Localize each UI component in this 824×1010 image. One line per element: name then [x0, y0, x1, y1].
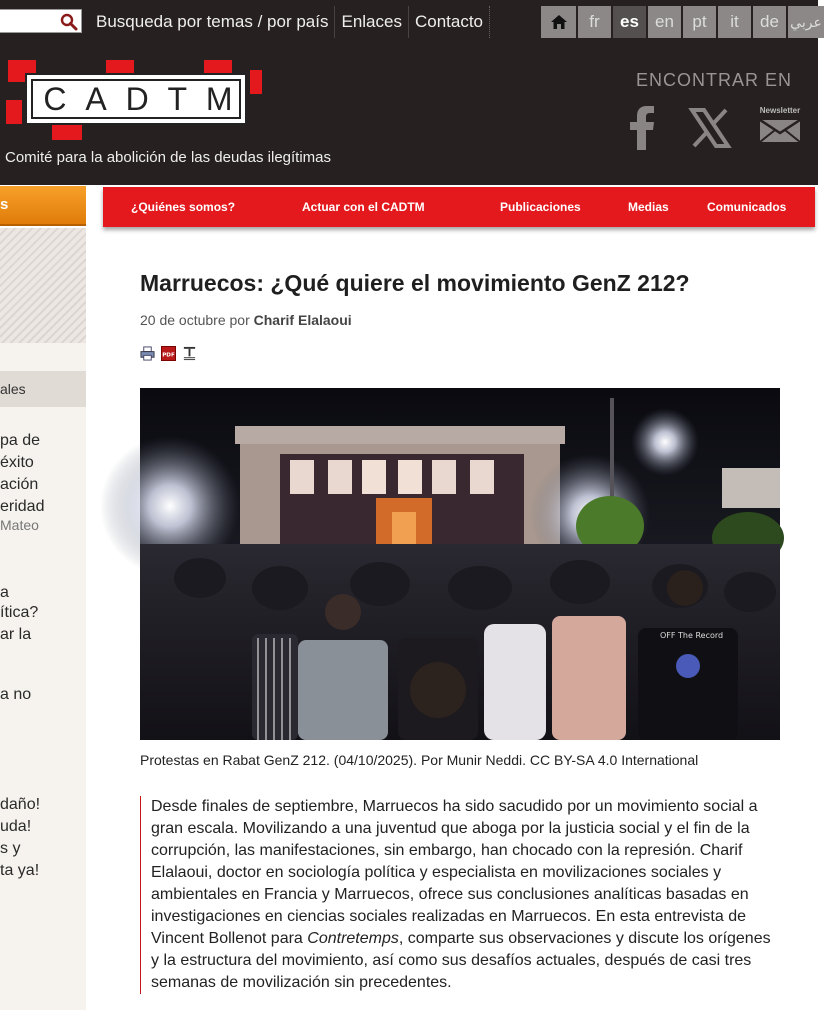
logo-letter: A	[85, 80, 107, 117]
top-nav	[90, 6, 490, 38]
sidebar-link-text[interactable]: ta ya!	[0, 862, 40, 879]
article-photo	[140, 388, 780, 740]
logo-letter: T	[167, 80, 188, 117]
lang-it[interactable]: it	[718, 6, 751, 38]
sidebar-link-text[interactable]: eridad	[0, 498, 45, 515]
nav-press-releases[interactable]: Comunicados	[707, 200, 787, 214]
article-title: Marruecos: ¿Qué quiere el movimiento GenZ 212?	[140, 270, 690, 296]
print-icon[interactable]	[140, 346, 155, 361]
logo-letter: M	[205, 80, 233, 117]
sidebar-link-text[interactable]: ítica?	[0, 604, 39, 621]
topnav-search-by-topic[interactable]: Busqueda por temas / por país	[90, 6, 335, 38]
publication-name[interactable]: Contretemps	[307, 930, 399, 947]
nav-act-with-cadtm[interactable]: Actuar con el CADTM	[302, 200, 425, 214]
left-sidebar	[0, 228, 86, 1010]
article-tools	[140, 346, 197, 361]
sidebar-link-text[interactable]: a no	[0, 686, 32, 703]
pdf-label: PDF	[162, 352, 175, 359]
cadtm-logo[interactable]	[6, 60, 262, 140]
search-input[interactable]	[0, 9, 82, 33]
lang-fr[interactable]: fr	[578, 6, 611, 38]
topnav-contact[interactable]: Contacto	[409, 6, 490, 38]
sidebar-author: Mateo	[0, 517, 39, 533]
article-intro-text	[151, 796, 781, 994]
lang-es[interactable]: es	[613, 6, 646, 38]
photo-caption: Protestas en Rabat GenZ 212. (04/10/2025). Por Munir Neddi. CC BY-SA 4.0 International	[140, 752, 699, 768]
lang-pt[interactable]: pt	[683, 6, 716, 38]
top-bar	[0, 0, 822, 42]
sidebar-link-text[interactable]: ación	[0, 476, 39, 493]
sidebar-tab[interactable]	[0, 371, 86, 407]
article-intro	[140, 796, 780, 994]
intro-text-part: Desde finales de septiembre, Marruecos ha sido sacudido por un movimiento social a gran escala. Movilizando a una juventud que aboga por la justicia social y el fin de la corrupción, las manifestaciones, sin embargo, han chocado con la represión. Charif Elalaoui, doctor en sociología política y especialista en movilizaciones sociales y ambientales en Francia y Marruecos, ofrece sus conclusiones analíticas basadas en investigaciones en ciencias sociales realizadas en Marruecos. En esta entrevista de Vincent Bollenot para	[151, 798, 758, 947]
lang-de[interactable]: de	[753, 6, 786, 38]
sidebar-link-text[interactable]: s y	[0, 840, 21, 857]
protest-photo	[140, 388, 780, 740]
logo-letter: D	[125, 80, 149, 117]
sidebar-link-text[interactable]: a	[0, 584, 9, 601]
site-tagline: Comité para la abolición de las deudas ilegítimas	[5, 149, 332, 166]
photo-shirt-text: OFF The Record	[660, 631, 724, 640]
main-nav	[103, 187, 815, 227]
sidebar-link-text[interactable]: daño!	[0, 796, 41, 813]
sidebar-tab-label: ales	[0, 381, 26, 397]
sidebar-banner	[0, 228, 86, 343]
find-us-label: ENCONTRAR EN	[636, 70, 793, 90]
logo-letter: C	[43, 80, 67, 117]
sidebar-link-text[interactable]: ar la	[0, 626, 32, 643]
pdf-icon[interactable]	[161, 346, 176, 361]
newsletter-button[interactable]	[755, 106, 805, 148]
nav-media[interactable]: Medias	[628, 200, 669, 214]
article-date: 20 de octubre por	[140, 312, 250, 328]
intro-text-part: , comparte sus observaciones y discute los orígenes y la estructura del movimiento, así como sus desafíos actuales, después de casi tres semanas de movilización sin precedentes.	[151, 930, 771, 991]
language-bar	[541, 6, 824, 38]
newsletter-label: Newsletter	[759, 106, 801, 115]
section-tab[interactable]	[0, 186, 86, 226]
home-icon	[550, 13, 568, 31]
nav-about-us[interactable]: ¿Quiénes somos?	[131, 200, 236, 214]
text-icon[interactable]	[182, 346, 197, 361]
search-icon[interactable]	[60, 13, 78, 31]
nav-publications[interactable]: Publicaciones	[500, 200, 581, 214]
home-button[interactable]	[541, 6, 576, 38]
sidebar-link-text[interactable]: éxito	[0, 454, 34, 471]
article-author[interactable]: Charif Elalaoui	[253, 312, 352, 328]
article-byline	[140, 312, 352, 328]
section-tab-label: s	[0, 196, 9, 213]
sidebar-link-text[interactable]: pa de	[0, 432, 41, 449]
sidebar-link-text[interactable]: uda!	[0, 818, 32, 835]
lang-ar[interactable]: عربي	[788, 6, 824, 38]
x-icon[interactable]	[690, 108, 730, 148]
lang-en[interactable]: en	[648, 6, 681, 38]
newsletter-icon	[759, 119, 801, 143]
site-header	[0, 42, 818, 185]
facebook-icon[interactable]	[628, 106, 656, 150]
topnav-links[interactable]: Enlaces	[335, 6, 408, 38]
